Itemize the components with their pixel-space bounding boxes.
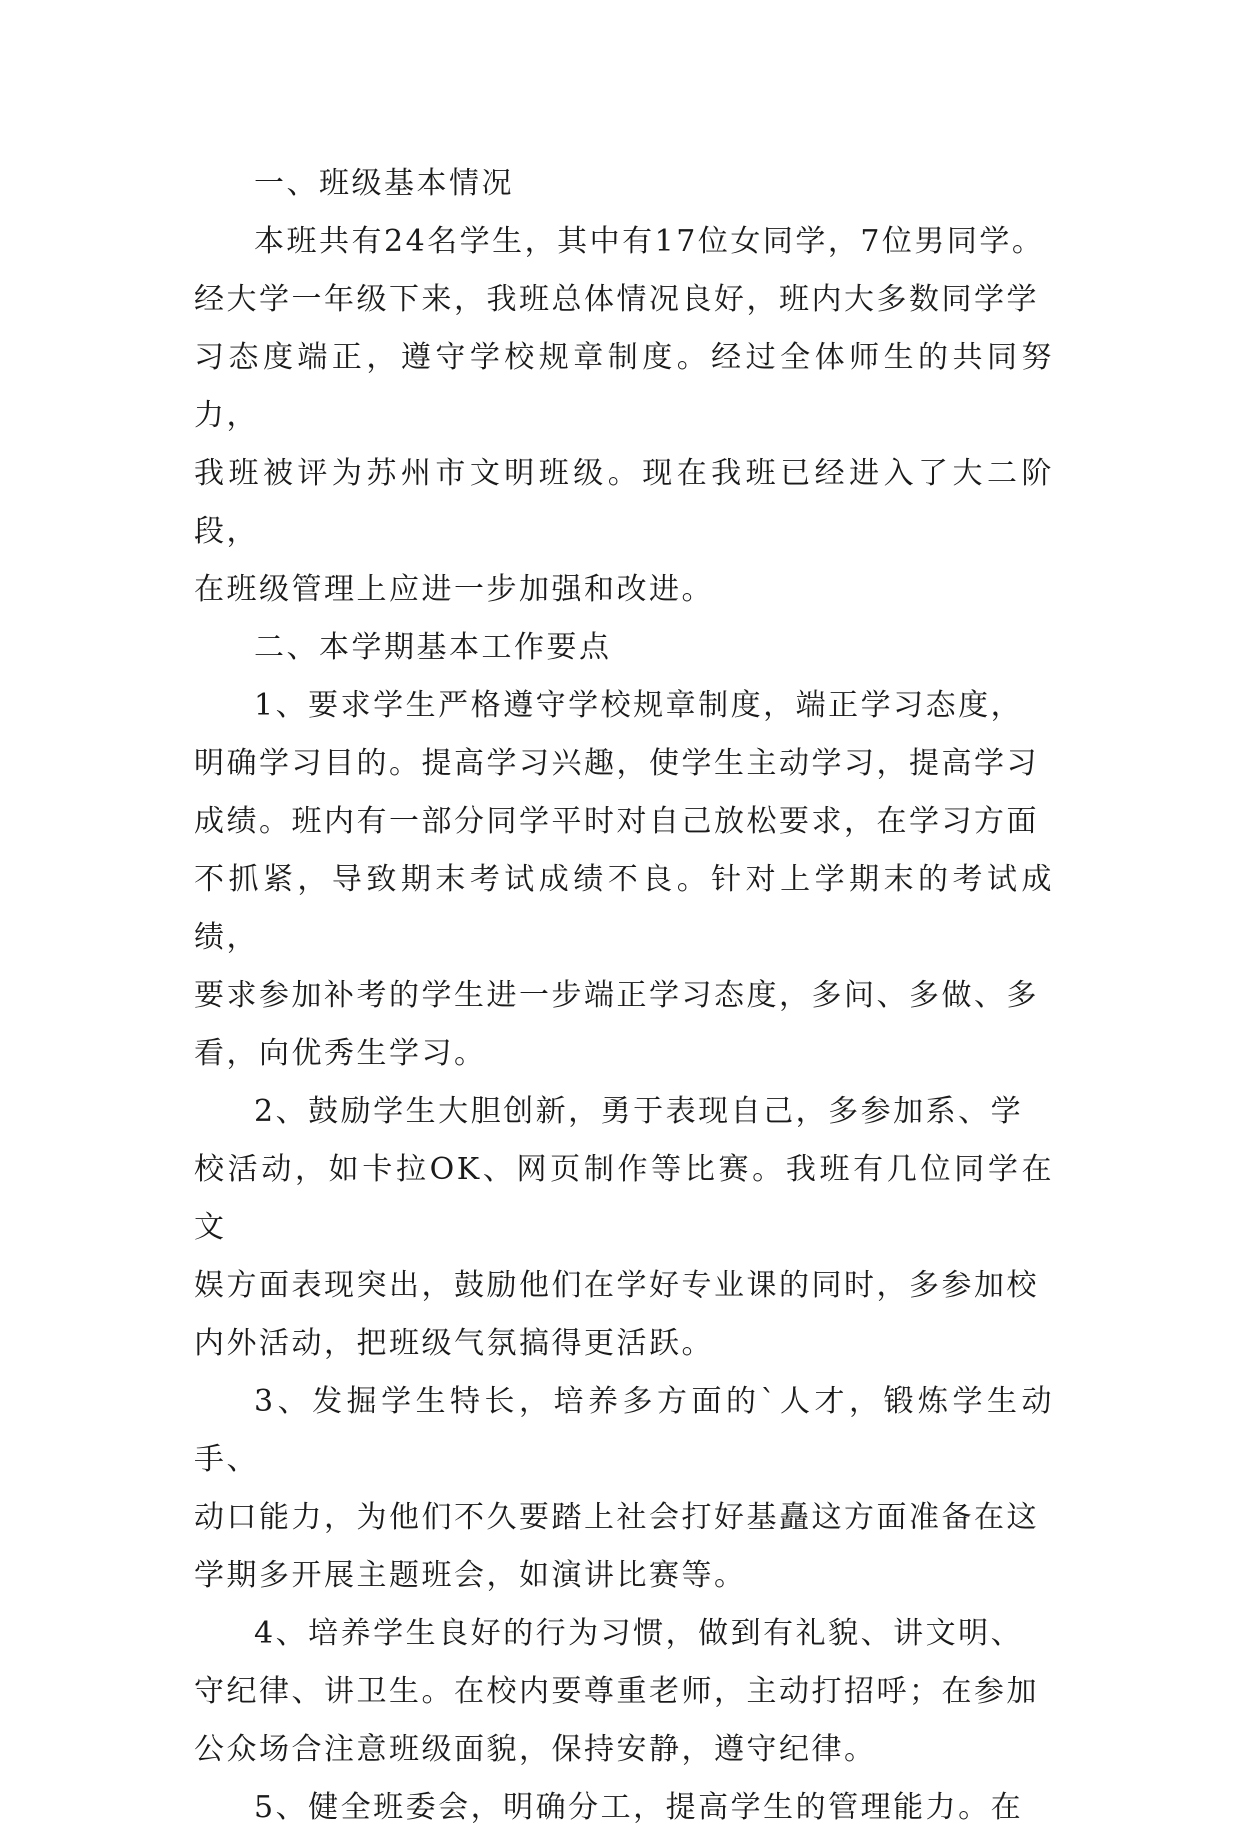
section-heading-work-points: 二、本学期基本工作要点	[254, 630, 612, 665]
paragraph-point-2: 2、鼓励学生大胆创新，勇于表现自己，多参加系、学 校活动，如卡拉OK、网页制作等比赛。我班有几位同学在文 娱方面表现突出，鼓励他们在学好专业课的同时，多参加校 内外活动，把班级气氛搞得更活跃。	[194, 1094, 1054, 1361]
paragraph-class-overview: 本班共有24名学生，其中有17位女同学，7位男同学。 经大学一年级下来，我班总体情况良好，班内大多数同学学 习态度端正，遵守学校规章制度。经过全体师生的共同努力， 我班被评为苏州市文明班级。现在我班已经进入了大二阶段， 在班级管理上应进一步加强和改进。	[194, 224, 1054, 607]
document-body	[194, 155, 1054, 1837]
paragraph-point-5: 5、健全班委会，明确分工，提高学生的管理能力。在	[254, 1790, 1024, 1825]
paragraph-point-3: 3、发掘学生特长，培养多方面的`人才，锻炼学生动手、 动口能力，为他们不久要踏上社会打好基矗这方面准备在这 学期多开展主题班会，如演讲比赛等。	[194, 1384, 1054, 1593]
paragraph-point-1: 1、要求学生严格遵守学校规章制度，端正学习态度， 明确学习目的。提高学习兴趣，使学生主动学习，提高学习 成绩。班内有一部分同学平时对自己放松要求，在学习方面 不抓紧，导致期末考试成绩不良。针对上学期末的考试成绩， 要求参加补考的学生进一步端正学习态度，多问、多做、多 看，向优秀生学习。	[194, 688, 1054, 1071]
paragraph-point-4: 4、培养学生良好的行为习惯，做到有礼貌、讲文明、 守纪律、讲卫生。在校内要尊重老师，主动打招呼；在参加 公众场合注意班级面貌，保持安静，遵守纪律。	[194, 1616, 1039, 1767]
section-heading-class-overview: 一、班级基本情况	[254, 166, 514, 201]
